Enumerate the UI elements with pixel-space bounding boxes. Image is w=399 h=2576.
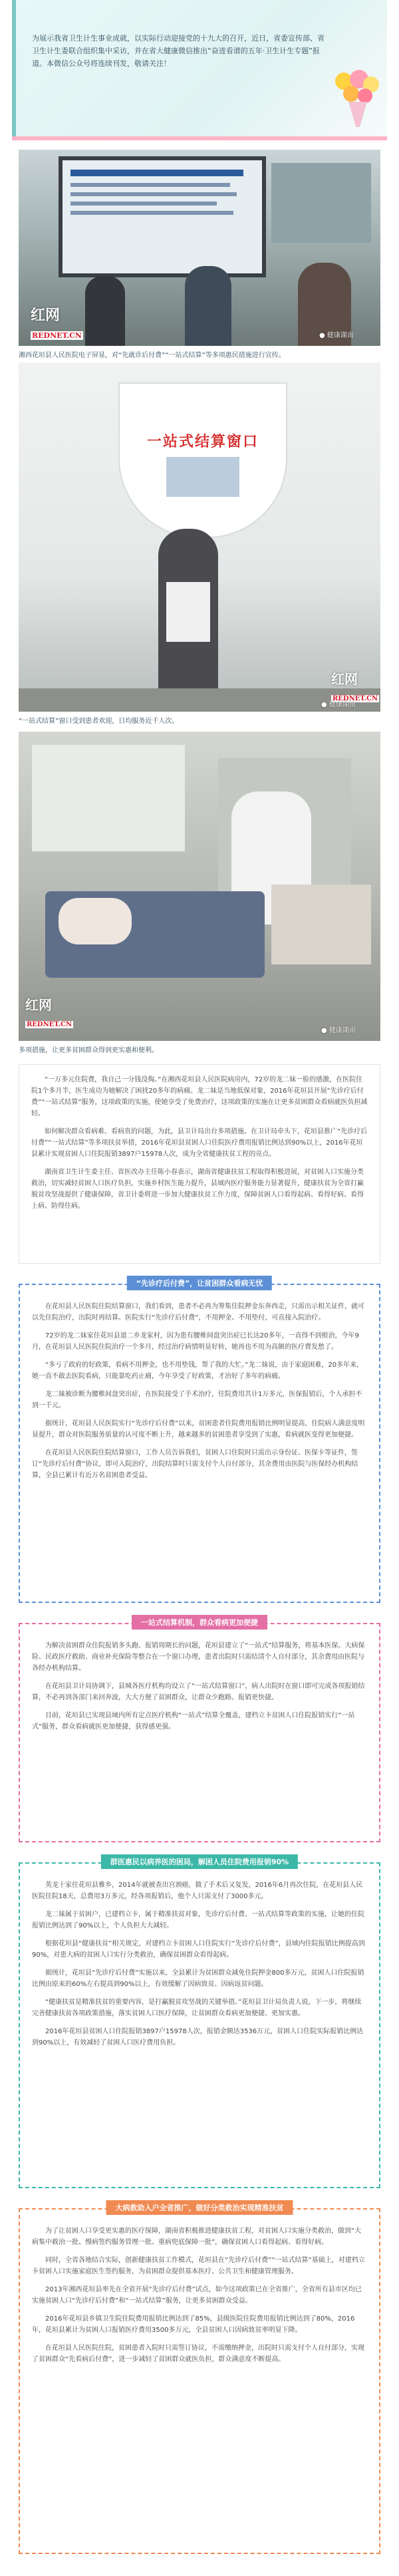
wechat-watermark: ● 健康湖南	[321, 701, 356, 708]
section-paragraph: 72岁的龙二妹家住花垣县道二乡龙家村，因为患有腰椎间盘突出症已长达20多年，一直得不到根治，今年9月，在花垣县人民医院住院治疗一个多月，经过治疗病情明显好转，她再也不用为高额的医疗费发愁了。	[32, 1332, 359, 1351]
section-paragraph: “多亏了政府的好政策，看病不用押金，也不用垫钱，帮了我的大忙。”龙二妹说，由于家庭困难，20多年来，她一直不敢去医院看病，只能靠吃药止痛，今年享受了好政策，才治好了多年的病痛。	[32, 1361, 364, 1380]
rednet-logo	[31, 304, 83, 342]
photo-caption-1: 湘西花垣县人民医院电子屏显，对“先就诊后付费”“一站式结算”等多项惠民措施进行宣传。	[19, 352, 285, 359]
section-category-treatment	[19, 2204, 380, 2554]
section-paragraph: “健康扶贫是精准扶贫的重要内容，是打赢脱贫攻坚战的关键举措。”花垣县卫计局负责人说，下一步，将继续完善健康扶贫各项政策措施，落实贫困人口医疗保障，让贫困群众看病更加便捷、更加实惠。	[32, 1999, 362, 2017]
rednet-logo-text: 红网	[31, 307, 61, 324]
lead-paragraph: 如何解决群众看病难、看病贵的问题，为此，县卫计局出台多项措施。在卫计局牵头下，花垣县推广“先诊疗后付费”“一站式结算”等多项扶贫举措，2016年花垣县贫困人口住院医疗费用报销比例达到90%以上，2016年花垣县累计实现贫困人口住院报销3897户15978人次，成为全省健康扶贫工程的亮点。	[31, 1128, 368, 1158]
section-paragraph: 为解决贫困群众住院报销多头跑、报销周期长的问题，花垣县建立了“一站式”结算服务，将基本医保、大病保险、民政医疗救助、商业补充保险等整合在一个窗口办理，患者出院时只需结清个人自付部分，其余费用由医院与各经办机构结算。	[32, 1642, 365, 1672]
photo-hospital-ward	[19, 732, 380, 1041]
section-paragraph: 据统计，花垣县“先诊疗后付费”实施以来，全县累计为贫困群众减免住院押金800多万元，贫困人口住院报销比例由原来的60%左右提高到90%以上，有效缓解了因病致贫、因病返贫问题。	[32, 1969, 364, 1988]
section-first-treat-later-pay	[19, 1279, 380, 1603]
section-paragraph: 目前，花垣县已实现县域内所有定点医疗机构“一站式”结算全覆盖，建档立卡贫困人口住院报销实行“一站式”服务，群众看病就医更加便捷，获得感更强。	[32, 1712, 355, 1731]
photo-hospital-screen	[19, 150, 380, 346]
window-sign: 一站式结算窗口	[146, 434, 259, 450]
flower-bouquet-icon	[331, 70, 384, 130]
wechat-watermark: ● 健康湖南	[321, 1027, 356, 1034]
section-title: 一站式结算机制，群众看病更加便捷	[132, 1615, 267, 1630]
section-paragraph: 同时，全省各地结合实际，创新健康扶贫工作模式，花垣县在“先诊疗后付费”“一站式结算”基础上，对建档立卡贫困人口实施家庭医生签约服务，为贫困群众提供基本医疗、公共卫生和健康管理服务。	[32, 2257, 365, 2275]
rednet-logo-sub: REDNET.CN	[27, 1021, 72, 1028]
section-paragraph: 为了让贫困人口享受更实惠的医疗保障，湖南省积极推进健康扶贫工程，对贫困人口实施分类救治，做到“大病集中救治一批、慢病签约服务管理一批、重病兜底保障一批”，确保贫困人口看得起病、看得好病。	[32, 2227, 362, 2246]
section-paragraph: 在花垣县人民医院住院，贫困患者入院时只需签订协议，不需缴纳押金，出院时只需支付个人自付部分，实现了贫困群众“先看病后付费”，进一步减轻了贫困群众就医负担，群众满意度不断提高。	[32, 2345, 364, 2363]
photo-caption-2: “一站式结算”窗口受到患者欢迎，日均服务近千人次。	[19, 718, 179, 725]
section-title: 群医惠民以病养医的困局，解困人员住院费用报销90%	[101, 1854, 298, 1869]
intro-text: 为展示我省卫生计生事业成就，以实际行动迎接党的十九大的召开，近日，省委宣传部、省卫生计生委联合组织集中采访，并在省大健康微信推出“奋进看谱的五年·卫生计生专题”报道。本微信公众号将连续刊发，敬请关注！	[32, 34, 325, 68]
lead-paragraph: “一万多元住院费，我自己一分钱没掏。”在湘西花垣县人民医院病房内，72岁的龙二妹一脸的感激，在医院住院1个多月半，医生成功为她解决了困扰20多年的病痛。龙二妹是当地低保对象，2016年花垣县开展“先诊疗后付费”“一站式结算”服务，这项政策的实施，使她享受了免费治疗，这项政策的实施在让更多贫困群众看病就医负担减轻。	[31, 1076, 368, 1117]
rednet-logo-text: 红网	[25, 997, 52, 1013]
section-paragraph: 2016年花垣县乡镇卫生院住院费用报销比例达到了85%，县级医院住院费用报销比例达到了80%，2016年，花垣县累计为贫困人口报销医疗费用3500多万元，全县贫困人口因病致贫率明显下降。	[32, 2315, 355, 2334]
lead-text-box	[19, 1064, 380, 1264]
photo-settlement-window	[19, 362, 380, 712]
section-one-stop-settlement	[19, 1618, 380, 1842]
rednet-logo-sub: REDNET.CN	[32, 331, 82, 340]
photo-caption-3: 多项措施，让更多贫困群众得到更实惠和便利。	[19, 1047, 158, 1054]
wechat-watermark: ● 健康湖南	[319, 332, 354, 339]
section-paragraph: 龙二妹被诊断为腰椎间盘突出症，在医院接受了手术治疗，住院费用共计1万多元，医保报销后，个人承担不到一千元。	[32, 1391, 362, 1409]
intro-banner	[12, 0, 387, 140]
display-screen	[59, 156, 266, 277]
section-paragraph: 英龙十家住花垣县雅乡，2014年就被查出宫颈癌，做了手术后又复发，2016年6月再次住院，在花垣县人民医院住院18天，总费用3万多元，经各项报销后，他个人只需支付了3000多元。	[32, 1882, 363, 1900]
section-title: “先诊疗后付费”，让贫困群众看病无忧	[127, 1276, 272, 1290]
rednet-logo	[25, 994, 73, 1030]
section-paragraph: 根据花垣县“健康扶贫”相关规定，对建档立卡贫困人口住院实行“先诊疗后付费”，县域内住院报销比例提高到90%，对患大病的贫困人口实行分类救治，确保贫困群众看得起病。	[32, 1940, 365, 1959]
intro-accent-bar	[12, 0, 16, 136]
section-paragraph: 据统计，花垣县人民医院实行“先诊疗后付费”以来，贫困患者住院费用报销比例明显提高，住院病人满意度明显提升，群众对医院服务质量的认可度不断上升，越来越多的贫困患者享受到了实惠，看病就医变得更加便捷。	[32, 1420, 365, 1439]
section-paragraph: 龙二妹属于贫困户，已建档立卡，属于精准扶贫对象，先诊疗后付费、一站式结算等政策的实施，让她的住院报销比例达到了90%以上，个人负担大大减轻。	[32, 1911, 364, 1930]
section-reimbursement-90	[19, 1858, 380, 2188]
section-paragraph: 2013年湘西花垣县率先在全省开展“先诊疗后付费”试点，如今这项政策已在全省推广，全省所有县市区均已实施贫困人口“先诊疗后付费”和“一站式结算”服务，让更多贫困群众受益。	[32, 2286, 362, 2305]
section-paragraph: 在花垣县人民医院住院结算窗口，工作人员告诉我们，贫困人口住院时只需出示身份证、医保卡等证件，签订“先诊疗后付费”协议，即可入院治疗，出院结算时只需支付个人自付部分，其余费用由医院与医保经办机构结算，全县已累计有近万名贫困患者受益。	[32, 1449, 358, 1479]
section-title: 大病救助入户全省推广，做好分类救治实现精准扶贫	[106, 2200, 293, 2215]
section-paragraph: 在花垣县人民医院住院结算窗口，我们看到，患者不必再为筹集住院押金东奔西走，只需出示相关证件，就可以先住院治疗，出院时再结算。医院实行“先诊疗后付费”，不用押金、不用垫付，可直接入院治疗。	[32, 1303, 364, 1322]
rednet-logo-text: 红网	[331, 671, 358, 687]
rednet-logo-sub: REDNET.CN	[332, 695, 378, 702]
section-paragraph: 2016年花垣县贫困人口住院报销3897户15978人次，报销金额达3536万元，贫困人口住院实际报销比例达到90%以上，有效减轻了贫困人口医疗费用负担。	[32, 2028, 364, 2047]
section-paragraph: 在花垣县卫计局协调下，县城各医疗机构均设立了“一站式结算窗口”，病人出院时在窗口即可完成各项报销结算，不必再到各部门来回奔波，大大方便了贫困群众，让群众少跑路、报销更快捷。	[32, 1683, 365, 1701]
window-frame	[118, 382, 287, 538]
lead-paragraph: 湖南省卫生计生委主任、省医改办主任陈小春表示，湖南省健康扶贫工程取得积极进展，对贫困人口实施分类救治，切实减轻贫困人口医疗负担，实施乡村医生能力提升，县域内医疗服务能力显著提升，健康扶贫为全省打赢脱贫攻坚战提供了健康保障，省卫计委将进一步加大健康扶贫工作力度，保障贫困人口看得起病、看得好病、看得上病、防得住病。	[31, 1169, 364, 1210]
